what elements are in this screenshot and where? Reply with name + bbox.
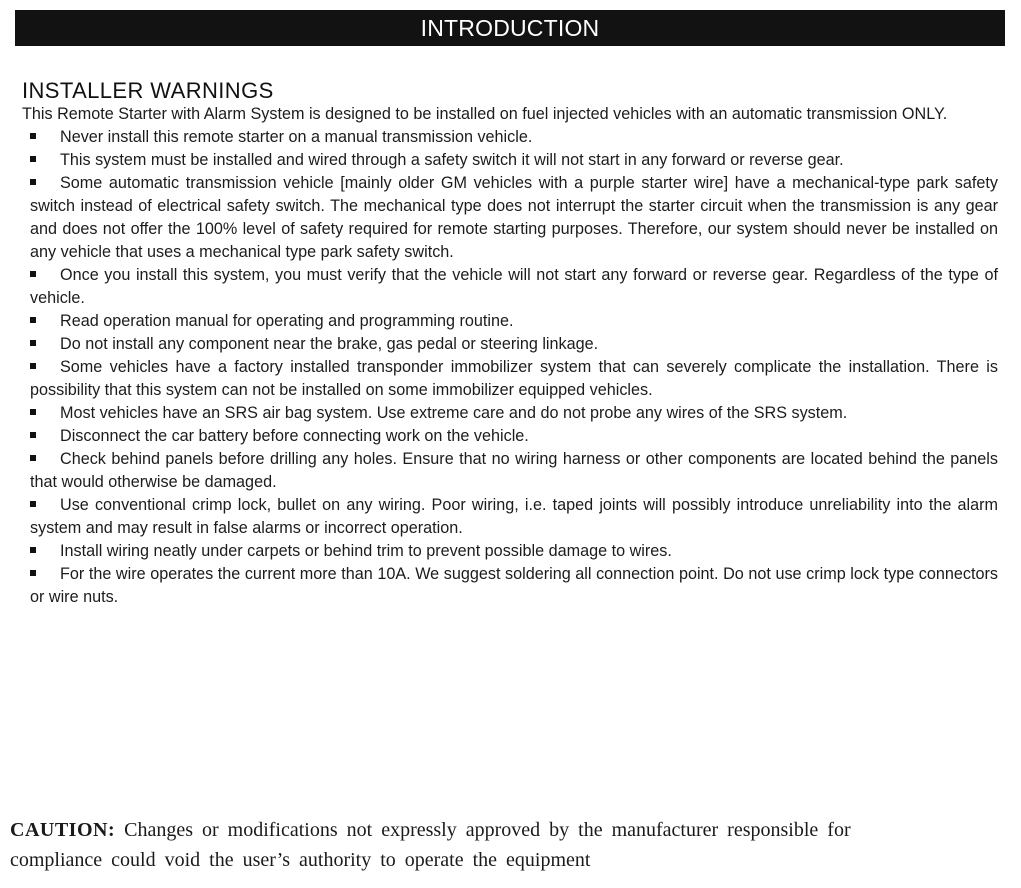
warnings-content: [22, 103, 998, 609]
list-item: [22, 425, 998, 448]
installer-warnings-heading: INSTALLER WARNINGS: [22, 78, 274, 103]
intro-paragraph: This Remote Starter with Alarm System is designed to be installed on fuel injected vehicles with an automatic transmission ONLY.: [22, 105, 948, 123]
list-item: [22, 264, 998, 310]
list-item-text: Some automatic transmission vehicle [mainly older GM vehicles with a purple starter wire] have a mechanical-type park safety switch instead of electrical safety switch. The mechanical type does not interrupt the starter circuit when the transmission is any gear and does not offer the 100% level of safety required for remote starting purposes. Therefore, our system should never be installed on any vehicle that uses a mechanical type park safety switch.: [30, 174, 998, 261]
square-bullet-icon: [30, 409, 36, 415]
square-bullet-icon: [30, 133, 36, 139]
square-bullet-icon: [30, 455, 36, 461]
list-item: [22, 563, 998, 609]
list-item-text: Install wiring neatly under carpets or behind trim to prevent possible damage to wires.: [60, 542, 672, 560]
caution-label: CAUTION:: [10, 819, 116, 841]
list-item: [22, 494, 998, 540]
list-item: [22, 310, 998, 333]
list-item-text: For the wire operates the current more than 10A. We suggest soldering all connection point. Do not use crimp lock type connectors or wire nuts.: [30, 565, 998, 606]
square-bullet-icon: [30, 271, 36, 277]
square-bullet-icon: [30, 363, 36, 369]
list-item-text: Disconnect the car battery before connecting work on the vehicle.: [60, 427, 529, 445]
list-item: [22, 126, 998, 149]
list-item-text: Use conventional crimp lock, bullet on any wiring. Poor wiring, i.e. taped joints will possibly introduce unreliability into the alarm system and may result in false alarms or incorrect operation.: [30, 496, 998, 537]
square-bullet-icon: [30, 547, 36, 553]
list-item: [22, 172, 998, 264]
list-item: [22, 540, 998, 563]
square-bullet-icon: [30, 432, 36, 438]
square-bullet-icon: [30, 340, 36, 346]
section-header-bar: [15, 10, 1005, 46]
list-item: [22, 356, 998, 402]
caution-text: Changes or modifications not expressly approved by the manufacturer responsible for compliance could void the user’s authority to operate the equipment: [10, 819, 851, 871]
list-item-text: Check behind panels before drilling any holes. Ensure that no wiring harness or other components are located behind the panels that would otherwise be damaged.: [30, 450, 998, 491]
header-title: INTRODUCTION: [420, 15, 600, 41]
square-bullet-icon: [30, 501, 36, 507]
square-bullet-icon: [30, 156, 36, 162]
list-item-text: Most vehicles have an SRS air bag system. Use extreme care and do not probe any wires of the SRS system.: [60, 404, 848, 422]
list-item: [22, 448, 998, 494]
square-bullet-icon: [30, 179, 36, 185]
list-item-text: Never install this remote starter on a manual transmission vehicle.: [60, 128, 533, 146]
list-item: [22, 149, 998, 172]
warnings-list: [22, 126, 998, 609]
list-item: [22, 402, 998, 425]
square-bullet-icon: [30, 317, 36, 323]
list-item-text: Read operation manual for operating and programming routine.: [60, 312, 514, 330]
list-item-text: Some vehicles have a factory installed transponder immobilizer system that can severely complicate the installation. There is possibility that this system can not be installed on some immobilizer equipped vehicles.: [30, 358, 998, 399]
list-item-text: Do not install any component near the brake, gas pedal or steering linkage.: [60, 335, 599, 353]
list-item: [22, 333, 998, 356]
caution-notice: [10, 815, 910, 875]
list-item-text: Once you install this system, you must verify that the vehicle will not start any forward or reverse gear. Regardless of the type of vehicle.: [30, 266, 998, 307]
list-item-text: This system must be installed and wired through a safety switch it will not start in any forward or reverse gear.: [60, 151, 844, 169]
square-bullet-icon: [30, 570, 36, 576]
